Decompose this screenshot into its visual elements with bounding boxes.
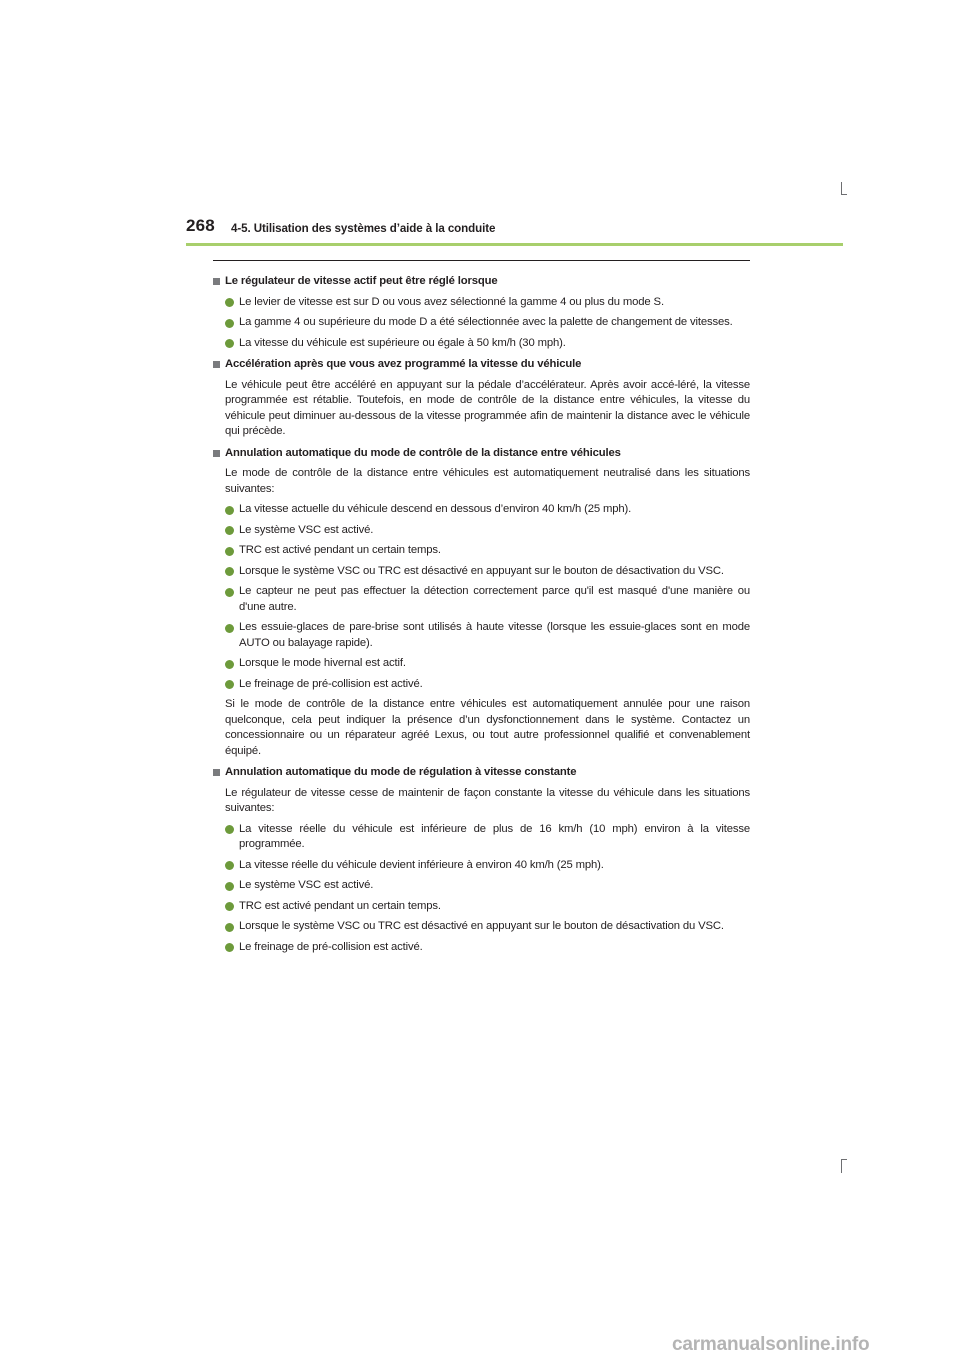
bullet-dot-icon <box>225 298 234 307</box>
list-item <box>213 899 750 915</box>
bullet-dot-icon <box>225 902 234 911</box>
list-item <box>213 295 750 311</box>
section-intro: Le régulateur de vitesse cesse de maintenir de façon constante la vitesse du véhicule dans les situations suivantes: <box>225 786 750 814</box>
list-item-text: Le capteur ne peut pas effectuer la détection correctement parce qu'il est masqué d'une manière ou d'une autre. <box>239 585 750 613</box>
bullet-dot-icon <box>225 506 234 515</box>
list-item <box>213 822 750 853</box>
list-item-text: La vitesse réelle du véhicule devient inférieure à environ 40 km/h (25 mph). <box>239 858 604 871</box>
list-item <box>213 878 750 894</box>
list-item-text: Le système VSC est activé. <box>239 523 374 536</box>
section-title: 4-5. Utilisation des systèmes d’aide à la conduite <box>231 222 496 235</box>
bullet-dot-icon <box>225 861 234 870</box>
section-heading <box>213 765 750 781</box>
square-marker-icon <box>213 450 220 457</box>
list-item-text: Lorsque le mode hivernal est actif. <box>239 657 406 669</box>
section-heading <box>213 274 750 290</box>
page-content <box>213 268 750 960</box>
list-item-text: Le freinage de pré-collision est activé. <box>239 677 423 690</box>
section-heading <box>213 446 750 462</box>
page-number: 268 <box>186 216 215 235</box>
square-marker-icon <box>213 361 220 368</box>
list-item-text: Lorsque le système VSC ou TRC est désactivé en appuyant sur le bouton de désactivation du VSC. <box>239 920 724 932</box>
list-item <box>213 315 750 331</box>
list-item-text: La gamme 4 ou supérieure du mode D a été sélectionnée avec la palette de changement de vitesses. <box>239 316 733 328</box>
list-item-text: TRC est activé pendant un certain temps. <box>239 544 441 556</box>
bullet-dot-icon <box>225 339 234 348</box>
crop-mark-bottom-tick <box>841 1159 847 1160</box>
list-item <box>213 584 750 615</box>
section-heading-text: Annulation automatique du mode de régulation à vitesse constante <box>225 766 577 778</box>
section-heading <box>213 357 750 373</box>
section-heading-text: Accélération après que vous avez programmé la vitesse du véhicule <box>225 358 582 370</box>
bullet-dot-icon <box>225 825 234 834</box>
list-item-text: La vitesse du véhicule est supérieure ou égale à 50 km/h (30 mph). <box>239 336 566 349</box>
list-item <box>213 677 750 693</box>
list-item-text: La vitesse réelle du véhicule est inférieure de plus de 16 km/h (10 mph) environ à la vitesse programmée. <box>239 822 750 850</box>
square-marker-icon <box>213 769 220 776</box>
bullet-dot-icon <box>225 882 234 891</box>
list-item <box>213 940 750 956</box>
bullet-dot-icon <box>225 588 234 597</box>
bullet-dot-icon <box>225 680 234 689</box>
list-item <box>213 336 750 352</box>
bullet-dot-icon <box>225 526 234 535</box>
list-item <box>213 543 750 559</box>
header-rule <box>186 243 843 246</box>
bullet-dot-icon <box>225 660 234 669</box>
section-heading-text: Annulation automatique du mode de contrôle de la distance entre véhicules <box>225 446 621 459</box>
bullet-dot-icon <box>225 319 234 328</box>
list-item-text: Le freinage de pré-collision est activé. <box>239 940 423 953</box>
watermark: carmanualsonline.info <box>672 1334 870 1355</box>
section-intro: Le véhicule peut être accéléré en appuyant sur la pédale d’accélérateur. Après avoir accé-léré, la vitesse programmée est rétablie. Toutefois, en mode de contrôle de la distance entre véhicules, la vitesse du véhicule peut diminuer au-dessous de la vitesse programmée afin de maintenir la distance avec le véhicule qui précède. <box>225 378 750 437</box>
bullet-dot-icon <box>225 547 234 556</box>
square-marker-icon <box>213 278 220 285</box>
bullet-dot-icon <box>225 624 234 633</box>
list-item-text: La vitesse actuelle du véhicule descend en dessous d’environ 40 km/h (25 mph). <box>239 503 632 515</box>
section-note: Si le mode de contrôle de la distance entre véhicules est automatiquement annulée pour une raison quelconque, cela peut indiquer la présence d’un dysfonctionnement dans le système. Contactez un concessionnaire ou un réparateur agréé Lexus, ou tout autre professionnel qualifié et convenablement équipé. <box>225 698 750 757</box>
list-item-text: Le levier de vitesse est sur D ou vous avez sélectionné la gamme 4 ou plus du mode S. <box>239 295 664 308</box>
list-item <box>213 502 750 518</box>
list-item <box>213 620 750 651</box>
section-intro: Le mode de contrôle de la distance entre véhicules est automatiquement neutralisé dans les situations suivantes: <box>225 467 750 495</box>
list-item <box>213 564 750 580</box>
list-item-text: TRC est activé pendant un certain temps. <box>239 899 441 912</box>
crop-mark-bottom <box>841 1159 842 1173</box>
crop-mark-top-tick <box>841 194 847 195</box>
list-item-text: Le système VSC est activé. <box>239 879 374 891</box>
section-heading-text: Le régulateur de vitesse actif peut être réglé lorsque <box>225 275 498 287</box>
bullet-dot-icon <box>225 923 234 932</box>
bullet-dot-icon <box>225 943 234 952</box>
bullet-dot-icon <box>225 567 234 576</box>
list-item <box>213 523 750 539</box>
content-top-rule <box>213 260 750 261</box>
list-item-text: Les essuie-glaces de pare-brise sont utilisés à haute vitesse (lorsque les essuie-glaces sont en mode AUTO ou balayage rapide). <box>239 621 750 649</box>
list-item-text: Lorsque le système VSC ou TRC est désactivé en appuyant sur le bouton de désactivation du VSC. <box>239 564 724 577</box>
list-item <box>213 858 750 874</box>
list-item <box>213 919 750 935</box>
list-item <box>213 656 750 672</box>
